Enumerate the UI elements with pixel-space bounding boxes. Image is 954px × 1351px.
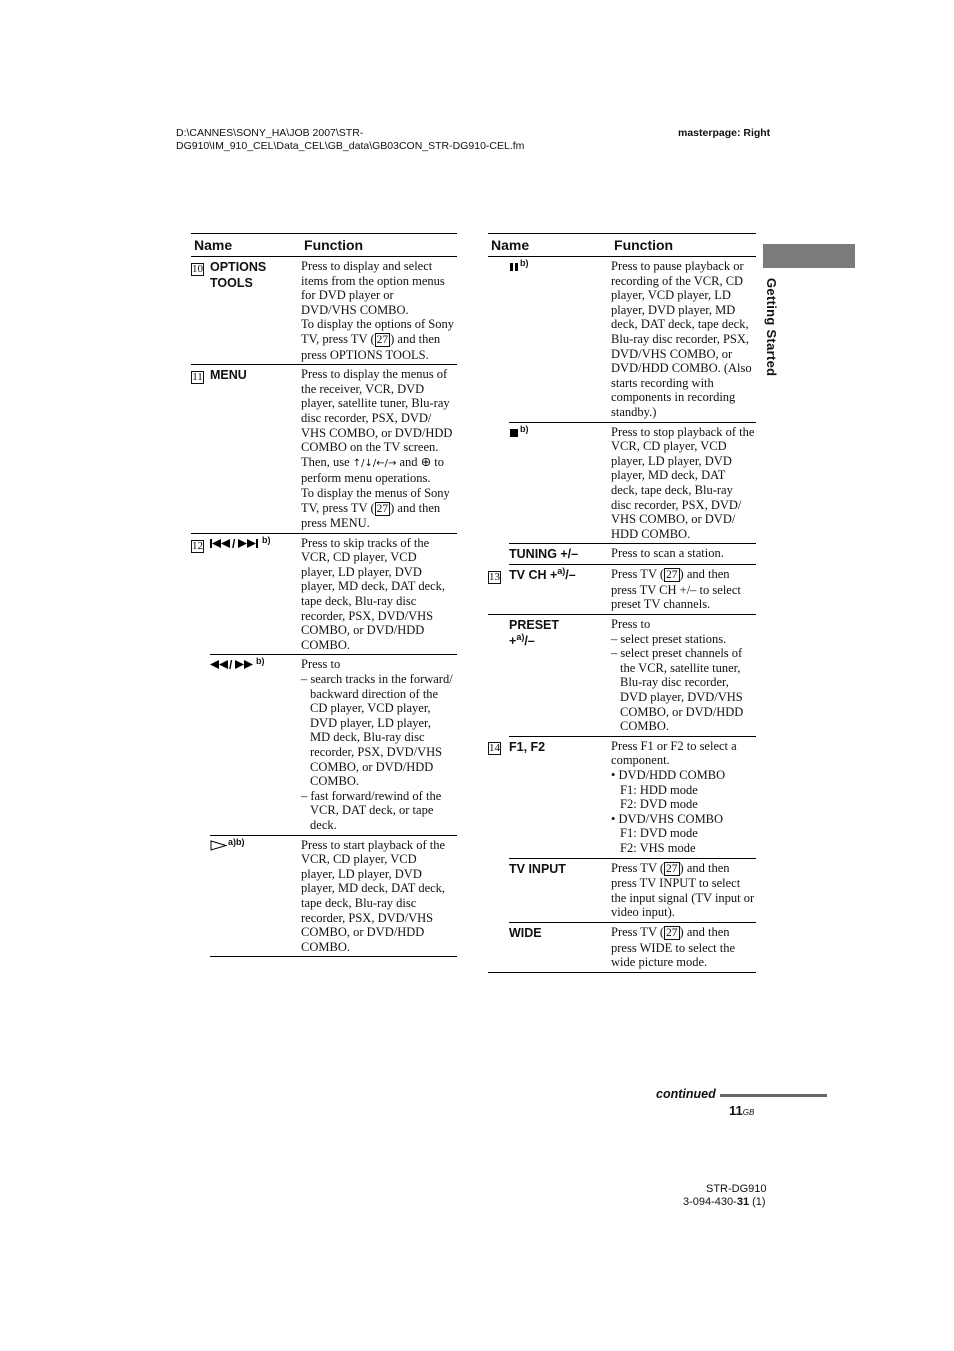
item-name: OPTIONS TOOLS <box>210 257 301 365</box>
function-table-left <box>191 233 457 957</box>
enter-button-icon: ⊕ <box>420 453 432 469</box>
item-name: / $^{b)}$ <box>210 533 301 655</box>
item-function: Press to skip tracks of the VCR, CD player, VCD player, LD player, DVD player, MD deck, DAT deck, tape deck, Blu-ray disc recorder, PSX, DVD/VHS COMBO, or DVD/HDD COMBO. <box>301 533 457 655</box>
item-number: 10 <box>192 263 203 275</box>
item-name: / $^{b)}$ <box>210 655 301 835</box>
item-function: Press TV ( 27 ) and then press TV INPUT to select the input signal (TV input or video input). <box>611 858 756 922</box>
continued-label: continued <box>656 1087 716 1101</box>
item-name: PRESET +$^{a)}$/– <box>509 615 611 737</box>
path-line-1: D:\CANNES\SONY_HA\JOB 2007\STR- <box>176 127 364 139</box>
rewind-fastforward-icon <box>210 659 256 670</box>
masterpage-label: masterpage: Right <box>678 127 771 139</box>
section-tab-marker <box>763 244 855 268</box>
table-row <box>488 736 756 858</box>
item-function: Press F1 or F2 to select a component. • DVD/HDD COMBO F1: HDD mode F2: DVD mode • DVD/VHS COMBO F1: DVD mode F2: VHS mode <box>611 736 756 858</box>
item-number: 12 <box>192 539 203 552</box>
column-header-name: Name <box>191 234 301 257</box>
document-code: 3-094-430-31 (1) <box>683 1196 766 1208</box>
model-number: STR-DG910 <box>706 1183 767 1195</box>
item-name: TUNING +/– <box>509 544 611 565</box>
column-header-function: Function <box>611 234 756 257</box>
item-function: Press to – search tracks in the forward/ backward direction of the CD player, VCD player, DVD player, LD player, MD deck, Blu-ray disc recorder, PSX, DVD/VHS COMBO, or DVD/HDD COMBO. – fast forward/rewind of the VCR, DAT deck, or tape deck. <box>301 655 457 835</box>
item-name: WIDE <box>509 922 611 972</box>
item-function: Press to start playback of the VCR, CD player, VCD player, LD player, DVD player, MD deck, DAT deck, tape deck, Blu-ray disc recorder, PSX, DVD/VHS COMBO, or DVD/HDD COMBO. <box>301 835 457 957</box>
item-name: a)b) <box>210 835 301 957</box>
table-row <box>191 655 457 835</box>
arrow-keys-icon: ↑/↓/←/→ <box>352 457 397 469</box>
item-function: Press to – select preset stations. – select preset channels of the VCR, satellite tuner, Blu-ray disc recorder, DVD player, DVD/VHS COMBO, or DVD/HDD COMBO. <box>611 615 756 737</box>
item-function: Press TV ( 27 ) and then press TV CH +/– to select preset TV channels. <box>611 565 756 615</box>
item-function: Press to scan a station. <box>611 544 756 565</box>
continued-rule <box>720 1094 827 1097</box>
skip-prev-next-icon <box>210 538 262 549</box>
table-row <box>488 422 756 544</box>
table-row <box>488 922 756 972</box>
file-path-header <box>176 127 596 152</box>
path-line-2: DG910\IM_910_CEL\Data_CEL\GB_data\GB03CON_STR-DG910-CEL.fm <box>176 139 525 152</box>
item-function: Press to display and select items from the option menus for DVD player or DVD/VHS COMBO. To display the options of Sony TV, press TV ( 27 ) and then press OPTIONS TOOLS. <box>301 257 457 365</box>
svg-text:/: / <box>232 537 236 549</box>
item-name: TV INPUT <box>509 858 611 922</box>
table-row <box>191 257 457 365</box>
table-row <box>488 858 756 922</box>
table-row <box>488 615 756 737</box>
column-header-function: Function <box>301 234 457 257</box>
stop-icon <box>509 428 520 438</box>
item-function: Press TV ( 27 ) and then press WIDE to select the wide picture mode. <box>611 922 756 972</box>
section-tab-label: Getting Started <box>764 278 779 377</box>
table-row <box>488 544 756 565</box>
pause-icon <box>509 262 520 272</box>
item-name: MENU <box>210 365 301 534</box>
item-function: Press to stop playback of the VCR, CD player, VCD player, LD player, DVD player, MD deck, DAT deck, tape deck, Blu-ray disc recorder, PSX, DVD/ VHS COMBO, or DVD/ HDD COMBO. <box>611 422 756 544</box>
table-row <box>488 565 756 615</box>
item-number: 14 <box>489 742 500 755</box>
table-row <box>191 533 457 655</box>
table-row <box>191 365 457 534</box>
item-name: F1, F2 <box>509 736 611 858</box>
svg-text:/: / <box>229 659 233 671</box>
item-name: b) <box>509 257 611 423</box>
item-function: Press to display the menus of the receiver, VCR, DVD player, satellite tuner, Blu-ray disc recorder, PSX, DVD/ VHS COMBO, or DVD/HDD COMBO on the TV screen. Then, use ↑/↓/←/→ and ⊕ to perform menu operations. To display the menus of Sony TV, press TV ( 27 ) and then press MENU. <box>301 365 457 534</box>
item-name: TV CH +$^{a)}$/– <box>509 565 611 615</box>
item-number: 11 <box>192 371 203 384</box>
column-header-name: Name <box>488 234 611 257</box>
item-function: Press to pause playback or recording of the VCR, CD player, VCD player, LD player, DVD player, MD deck, DAT deck, tape deck, Blu-ray disc recorder, PSX, DVD/VHS COMBO, or DVD/HDD COMBO. (Also starts recording with components in recording standby.) <box>611 257 756 423</box>
page-number: 11GB <box>729 1103 755 1118</box>
function-table-right <box>488 233 756 973</box>
play-icon <box>210 840 228 851</box>
table-row <box>488 257 756 423</box>
table-row <box>191 835 457 957</box>
item-number: 13 <box>489 570 500 583</box>
item-name: b) <box>509 422 611 544</box>
